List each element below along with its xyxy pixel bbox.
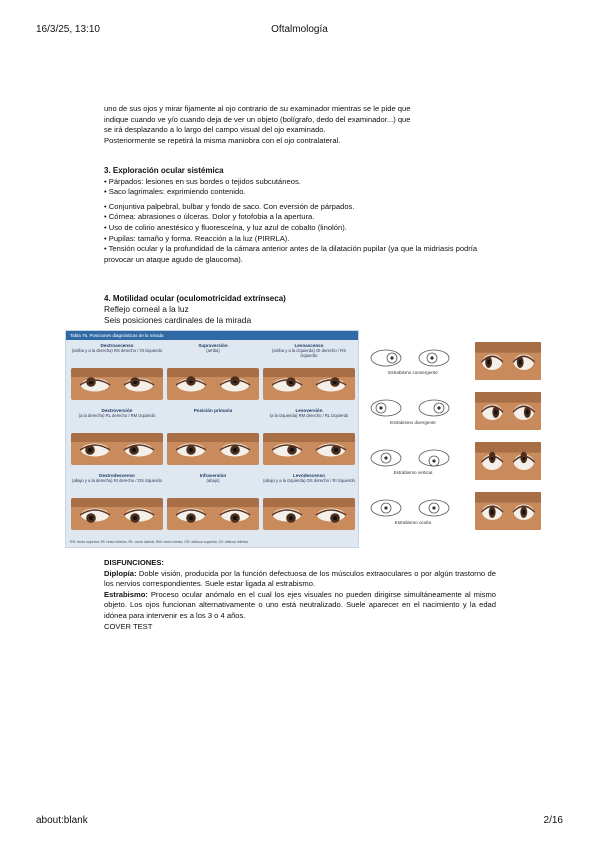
list-item: • Párpados: lesiones en sus bordes o tejidos subcutáneos.	[104, 176, 301, 186]
gaze-cell	[71, 474, 163, 530]
print-datetime: 16/3/25, 13:10	[36, 24, 100, 35]
gaze-subtitle: (arriba)	[206, 347, 220, 353]
eye-photo	[263, 498, 355, 530]
gaze-cell	[71, 344, 163, 400]
page-title: Oftalmología	[271, 24, 328, 35]
eye-outline-icon	[368, 496, 458, 520]
child-eye-photo	[475, 442, 541, 480]
gaze-cell	[167, 409, 259, 465]
eye-photo	[475, 492, 541, 530]
gaze-title: Dextroversión	[101, 408, 133, 413]
page-number: 2/16	[543, 815, 563, 826]
gaze-title: Supraversión	[198, 343, 228, 348]
strabismus-label: Estrabismo:	[104, 589, 148, 599]
gaze-subtitle: (abajo y a la izquierda) OS derecho / RI izquierdo	[263, 477, 355, 483]
gaze-caption	[167, 344, 259, 366]
strabismus-paragraph	[104, 590, 496, 622]
child-eye-photo	[475, 392, 541, 430]
gaze-caption	[263, 474, 355, 496]
strabismus-caption: Estrabismo oculto	[394, 520, 432, 525]
strabismus-caption: Estrabismo convergente	[388, 370, 438, 375]
intro-line: indique cuando ve y/o cuando deja de ver un objeto (bolígrafo, dedo del examinador...) que	[104, 114, 411, 124]
gaze-title: Levodescenso	[293, 473, 325, 478]
strabismus-text: Proceso ocular anómalo en el cual los ejes visuales no pueden dirigirse simultáneamente al mismo objeto. Los ojos funcionan alternativamente o uno está neutralizado. Suele aparecer en el nacimiento y la edad idónea para intervenir es a los 3 o 4 años.	[104, 589, 496, 620]
intro-line: se irá desplazando a lo largo del campo visual del ojo examinado.	[104, 125, 326, 135]
eye-photo	[71, 433, 163, 465]
gaze-caption	[71, 474, 163, 496]
gaze-caption	[263, 344, 355, 366]
list-item: • Conjuntiva palpebral, bulbar y fondo de saco. Con eversión de párpados.	[104, 201, 355, 211]
list-item: • Uso de colirio anestésico y fluoresceína, y luz azul de cobalto (linolón).	[104, 222, 347, 232]
gaze-title: Levoversión	[295, 408, 323, 413]
gaze-title: Posición primaria	[193, 408, 233, 413]
eye-outline-icon	[368, 346, 458, 370]
eye-photo	[475, 442, 541, 480]
subheading: Reflejo corneal a la luz	[104, 304, 189, 314]
gaze-caption	[71, 409, 163, 431]
gaze-cell	[167, 474, 259, 530]
eye-photo	[167, 498, 259, 530]
footer-url: about:blank	[36, 815, 88, 826]
figure-footnote: RS: recto superior; RI: recto inferior; RL: recto lateral; RM: recto medio; OS: oblicuo superior; OI: oblicuo inferior.	[70, 540, 249, 544]
gaze-cell	[263, 344, 355, 400]
eye-photo	[263, 368, 355, 400]
diplopia-text: Doble visión, producida por la función defectuosa de los músculos extraoculares o por algún trastorno de los nervios correspondientes. Suele estar ligada al estrabismo.	[104, 568, 496, 589]
list-item: • Saco lagrimales: exprimiendo contenido.	[104, 187, 246, 197]
gaze-subtitle: (arriba y a la izquierda) OI derecho / RS izquierdo	[271, 347, 346, 358]
eye-photo	[167, 368, 259, 400]
gaze-cell	[71, 409, 163, 465]
gaze-positions-figure	[65, 330, 359, 548]
section-dysfunctions	[104, 558, 496, 632]
intro-line: uno de sus ojos y mirar fijamente al ojo contrario de su examinador mientras se le pide que	[104, 104, 411, 113]
section-systemic-exam	[104, 166, 496, 265]
strabismus-diagram	[368, 346, 458, 378]
gaze-cell	[167, 344, 259, 400]
gaze-subtitle: (abajo y a la derecha) RI derecho / OS izquierdo	[72, 477, 162, 483]
gaze-cell	[263, 474, 355, 530]
strabismus-caption: Estrabismo divergente	[390, 420, 436, 425]
cover-test-label: COVER TEST	[104, 621, 153, 631]
intro-paragraph	[104, 104, 496, 146]
intro-line: Posteriormente se repetirá la misma maniobra con el ojo contralateral.	[104, 135, 341, 145]
subheading: Seis posiciones cardinales de la mirada	[104, 315, 252, 325]
eye-outline-icon	[368, 446, 458, 470]
eye-photo	[475, 342, 541, 380]
list-item: • Tensión ocular y la profundidad de la cámara anterior antes de la dilatación pupilar (ya que la midriasis podría provocar un ataque agudo de glaucoma).	[104, 244, 478, 264]
child-eye-photo	[475, 342, 541, 380]
strabismus-diagram	[368, 446, 458, 478]
eye-photo	[263, 433, 355, 465]
eye-outline-icon	[368, 396, 458, 420]
section-title: 4. Motilidad ocular (oculomotricidad extrínseca)	[104, 294, 286, 303]
child-eye-photo	[475, 492, 541, 530]
eye-photo	[475, 392, 541, 430]
diplopia-label: Diplopía:	[104, 568, 137, 578]
gaze-caption	[71, 344, 163, 366]
strabismus-diagram	[368, 396, 458, 428]
strabismus-caption: Estrabismo vertical	[393, 470, 433, 475]
section-title: 3. Exploración ocular sistémica	[104, 166, 224, 175]
gaze-subtitle: (arriba y a la derecha) RS derecho / OI izquierdo	[71, 347, 163, 353]
gaze-caption	[167, 474, 259, 496]
section-motility	[104, 293, 496, 326]
gaze-title: Dextroascenso	[100, 343, 134, 348]
gaze-subtitle: (a la derecha) RL derecho / RM izquierdo	[78, 412, 156, 418]
gaze-subtitle: (abajo)	[206, 477, 220, 483]
dysfunctions-title: DISFUNCIONES:	[104, 558, 164, 567]
strabismus-diagram	[368, 496, 458, 528]
eye-photo	[71, 498, 163, 530]
gaze-title: Infraversión	[199, 473, 227, 478]
list-item: • Pupilas: tamaño y forma. Reacción a la luz (PIRRLA).	[104, 233, 290, 243]
figure-header: Tabla 76. Posiciones diagnósticas de la mirada	[66, 331, 358, 340]
gaze-cell	[263, 409, 355, 465]
list-item: • Córnea: abrasiones o úlceras. Dolor y fotofobia a la apertura.	[104, 212, 315, 222]
gaze-caption	[167, 409, 259, 431]
gaze-subtitle: (a la izquierda) RM derecho / RL izquierdo	[269, 412, 349, 418]
eye-photo	[167, 433, 259, 465]
gaze-caption	[263, 409, 355, 431]
diplopia-paragraph	[104, 569, 496, 590]
eye-photo	[71, 368, 163, 400]
gaze-title: Levoascenso	[294, 343, 324, 348]
gaze-title: Dextrodescenso	[99, 473, 135, 478]
